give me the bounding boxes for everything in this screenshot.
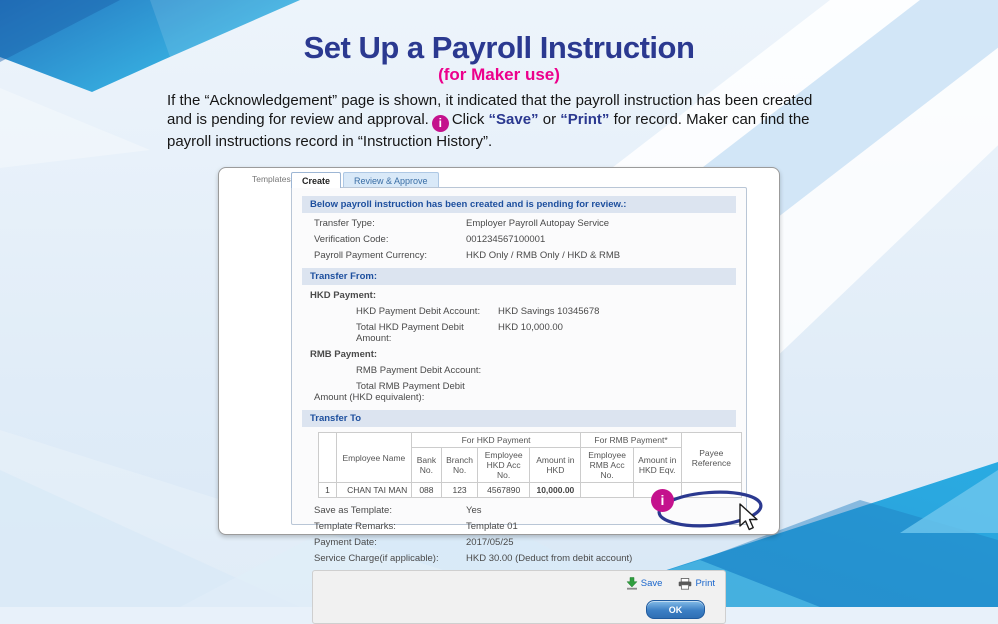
field-label: Payment Date: (314, 536, 377, 548)
paragraph-text-end: for record. Maker can find the payroll instructions record in “Instruction History”. (167, 111, 810, 150)
field-label: Save as Template: (314, 504, 392, 516)
field-hkd-debit-account (302, 303, 736, 319)
paragraph-click-word: Click (451, 111, 485, 128)
table-row (319, 483, 742, 498)
cell-payee-reference (681, 483, 741, 498)
tab-create[interactable]: Create (291, 172, 341, 188)
field-rmb-debit-account (302, 362, 736, 378)
application-window (218, 167, 780, 615)
field-value (498, 365, 728, 376)
field-value: Employer Payroll Autopay Service (466, 217, 610, 229)
printer-icon (678, 578, 692, 590)
transfer-to-heading: Transfer To (302, 410, 736, 427)
cell-row-number: 1 (319, 483, 337, 498)
field-value: HKD Savings 10345678 (498, 305, 600, 317)
field-label: Service Charge(if applicable): (314, 552, 439, 564)
field-service-charge (302, 550, 736, 566)
field-value: HKD 30.00 (Deduct from debit account) (466, 552, 633, 564)
sidebar-item-templates[interactable]: Templates (252, 174, 291, 184)
acknowledgement-panel (291, 187, 747, 615)
page-subtitle: (for Maker use) (438, 65, 560, 84)
group-rmb-payment: For RMB Payment* (581, 433, 681, 448)
col-employee-hkd-acc: Employee HKD Acc No. (477, 448, 529, 483)
tab-review-approve[interactable]: Review & Approve (343, 172, 439, 188)
save-link-label: Save (640, 578, 663, 589)
cell-hkd-acc-no: 4567890 (477, 483, 529, 498)
record-links (626, 577, 715, 590)
field-payment-date (302, 534, 736, 550)
print-link[interactable] (678, 578, 715, 590)
paragraph-or-word: or (542, 111, 557, 128)
ok-button[interactable]: OK (646, 600, 705, 619)
save-keyword: “Save” (488, 111, 539, 128)
field-transfer-type (302, 215, 736, 231)
field-label: Total RMB Payment Debit Amount (HKD equivalent): (314, 380, 465, 403)
hkd-payment-heading: HKD Payment: (310, 289, 376, 301)
field-verification-code (302, 231, 736, 247)
col-amount-in-hkd-eqv: Amount in HKD Eqv. (633, 448, 681, 483)
field-value: Template 01 (466, 520, 518, 532)
field-label: Transfer Type: (314, 217, 375, 229)
field-total-rmb-debit-amount (302, 378, 736, 405)
panel-content (292, 188, 746, 624)
col-branch-no: Branch No. (442, 448, 478, 483)
cell-employee-name: CHAN TAI MAN (337, 483, 412, 498)
field-payroll-currency (302, 247, 736, 263)
col-employee-rmb-acc: Employee RMB Acc No. (581, 448, 633, 483)
cell-rmb-acc-no (581, 483, 633, 498)
cell-bank-no: 088 (411, 483, 441, 498)
payee-table (318, 432, 742, 498)
field-value: Yes (466, 504, 482, 516)
rmb-payment-heading: RMB Payment: (310, 348, 378, 360)
field-value: 2017/05/25 (466, 536, 514, 548)
field-label: Total HKD Payment Debit Amount: (356, 321, 464, 344)
save-link[interactable] (626, 577, 663, 590)
field-label: Template Remarks: (314, 520, 396, 532)
table-group-header-row (319, 433, 742, 448)
print-keyword: “Print” (560, 111, 610, 128)
field-template-remarks (302, 518, 736, 534)
field-value: HKD Only / RMB Only / HKD & RMB (466, 249, 621, 261)
cell-branch-no: 123 (442, 483, 478, 498)
page-title: Set Up a Payroll Instruction (303, 30, 695, 65)
field-label: Payroll Payment Currency: (314, 249, 427, 261)
field-value: HKD 10,000.00 (498, 321, 563, 333)
field-total-hkd-debit-amount (302, 319, 736, 346)
field-label: Verification Code: (314, 233, 389, 245)
transfer-from-heading: Transfer From: (302, 268, 736, 285)
group-hkd-payment: For HKD Payment (411, 433, 581, 448)
field-value: 001234567100001 (466, 233, 546, 245)
print-link-label: Print (695, 578, 715, 589)
green-download-arrow-icon (626, 577, 638, 590)
col-bank-no: Bank No. (411, 448, 441, 483)
field-label: RMB Payment Debit Account: (356, 364, 482, 376)
action-area (312, 570, 726, 624)
field-label: HKD Payment Debit Account: (356, 305, 481, 317)
cell-amount-hkd: 10,000.00 (530, 483, 581, 498)
tab-bar (291, 172, 441, 188)
col-amount-in-hkd: Amount in HKD (530, 448, 581, 483)
instruction-paragraph (167, 91, 837, 151)
info-circle-icon: i (651, 489, 674, 512)
col-payee-reference: Payee Reference (681, 433, 741, 483)
col-employee-name: Employee Name (337, 433, 412, 483)
notice-banner: Below payroll instruction has been created and is pending for review.: (302, 196, 736, 213)
info-circle-icon: i (432, 115, 449, 132)
paragraph-text-start: If the “Acknowledgement” page is shown, it indicated that the payroll instruction has been created and is pending for review and approval. (167, 92, 813, 128)
field-value (498, 381, 728, 403)
row-number-header (319, 433, 337, 483)
